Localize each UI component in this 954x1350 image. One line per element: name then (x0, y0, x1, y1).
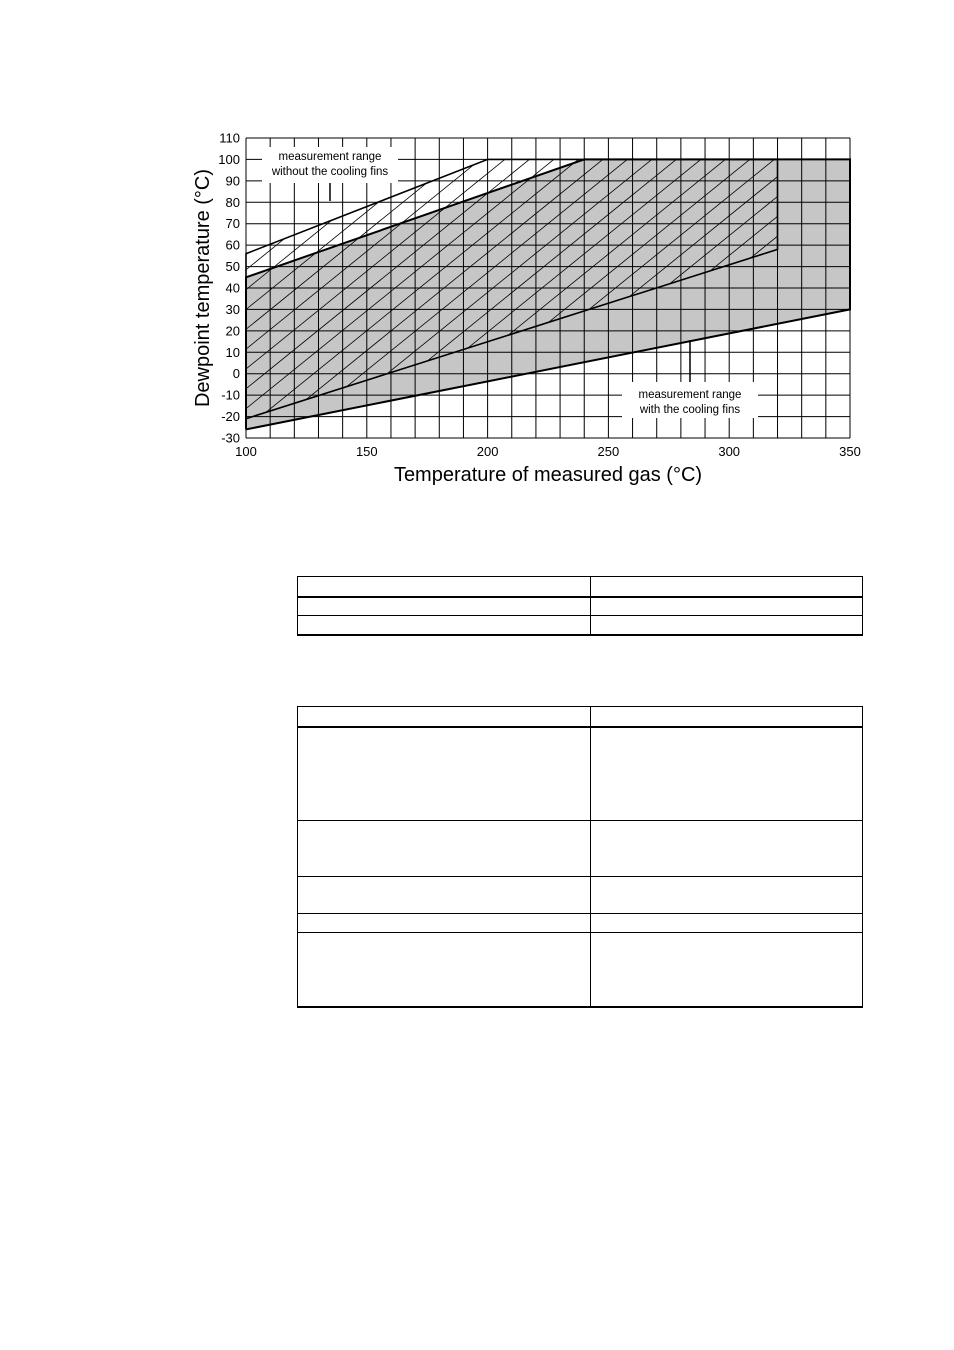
y-tick-label: 50 (225, 259, 240, 275)
y-tick-label: 30 (225, 301, 240, 317)
y-tick-label: -10 (221, 387, 240, 403)
region-with-cooling-fins-fill (246, 159, 850, 429)
y-tick-label: -30 (221, 430, 240, 446)
dewpoint-chart (0, 0, 954, 520)
table-row (298, 707, 863, 727)
y-tick-label: 80 (225, 194, 240, 210)
hatch-line (0, 118, 262, 458)
region-label-without-cooling-fins: without the cooling fins (271, 166, 389, 178)
table-row (298, 577, 863, 597)
table-cell (298, 933, 591, 1007)
y-axis-label: Dewpoint temperature (°C) (192, 168, 214, 408)
table-row (298, 914, 863, 933)
table-cell (591, 707, 863, 727)
table-cell (591, 577, 863, 597)
table-cell (298, 616, 591, 635)
table-row (298, 877, 863, 914)
hatch-line (0, 118, 66, 458)
region-label-without-cooling-fins: measurement range (278, 151, 382, 163)
y-tick-label: 20 (225, 323, 240, 339)
table-cell (591, 914, 863, 933)
table-cell (591, 616, 863, 635)
hatch-line (0, 118, 91, 458)
table-row (298, 616, 863, 635)
x-tick-label: 350 (839, 444, 861, 459)
table-cell (591, 933, 863, 1007)
hatch-line (0, 118, 189, 458)
y-tick-label: 110 (219, 130, 240, 146)
table-1 (297, 576, 863, 636)
hatch-line (896, 118, 954, 458)
table-cell (591, 877, 863, 914)
table-cell (298, 597, 591, 616)
table-row (298, 933, 863, 1007)
y-tick-label: 90 (225, 173, 240, 189)
table-cell (298, 821, 591, 877)
hatch-line (0, 118, 213, 458)
y-tick-label: 60 (225, 237, 240, 253)
table-row (298, 821, 863, 877)
y-tick-label: -20 (221, 409, 240, 425)
region-label-with-cooling-fins: with the cooling fins (639, 404, 741, 416)
table-cell (591, 727, 863, 821)
table-row (298, 727, 863, 821)
y-tick-label: 100 (218, 151, 240, 167)
table-cell (591, 821, 863, 877)
region-label-with-cooling-fins: measurement range (638, 389, 742, 401)
x-tick-label: 300 (718, 444, 741, 459)
y-tick-label: 0 (232, 366, 240, 382)
table-cell (298, 877, 591, 914)
hatch-line (0, 118, 115, 458)
hatch-line (847, 118, 954, 458)
table-cell (298, 727, 591, 821)
x-tick-label: 200 (476, 444, 499, 459)
x-tick-label: 100 (235, 444, 257, 459)
y-tick-label: 10 (225, 344, 240, 360)
table-2 (297, 706, 863, 1008)
table-row (298, 597, 863, 616)
hatch-line (871, 118, 954, 458)
hatch-line (0, 118, 287, 458)
table-cell (591, 597, 863, 616)
table-cell (298, 577, 591, 597)
hatch-line (0, 118, 140, 458)
y-tick-label: 40 (225, 280, 240, 296)
x-axis-label: Temperature of measured gas (°C) (393, 464, 703, 486)
hatch-line (0, 118, 164, 458)
x-tick-label: 150 (355, 444, 378, 459)
y-tick-label: 70 (225, 216, 240, 232)
table-cell (298, 707, 591, 727)
x-tick-label: 250 (597, 444, 620, 459)
table-cell (298, 914, 591, 933)
